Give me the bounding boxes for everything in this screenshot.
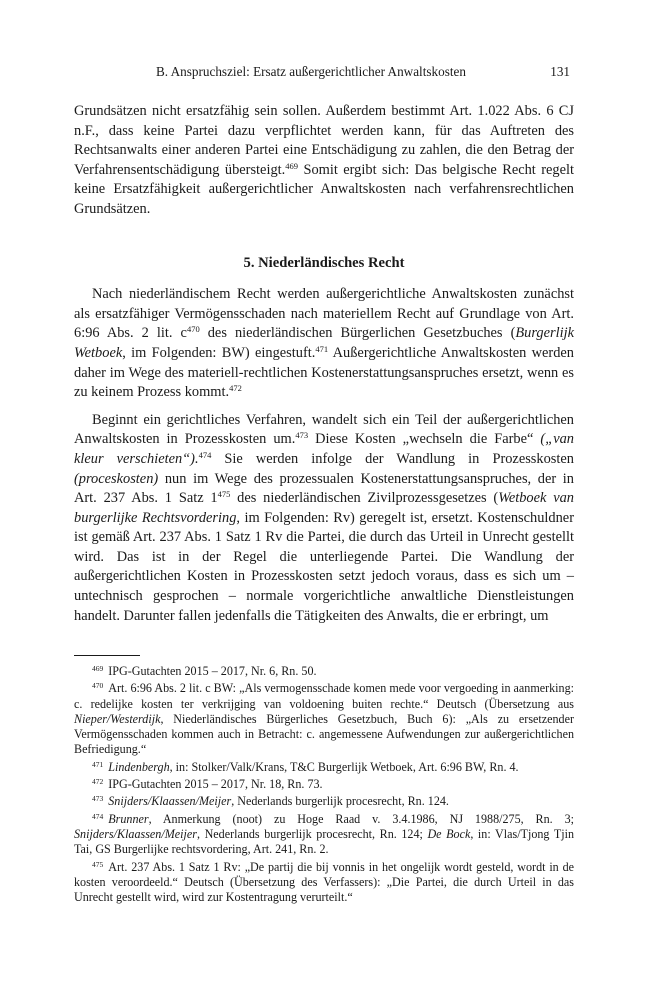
italic-text: Lindenbergh bbox=[108, 759, 170, 774]
footnote-ref: 474 bbox=[198, 449, 212, 460]
footnote-number: 471 bbox=[92, 759, 104, 769]
main-text bbox=[74, 102, 574, 626]
footnote bbox=[74, 812, 574, 858]
footnote bbox=[74, 860, 574, 906]
text-run: Diese Kosten „wechseln die Farbe“ bbox=[308, 431, 541, 448]
text-run: Beginnt ein gerichtliches Verfahren, wandelt sich ein Teil der außergerichtlichen Anwaltskosten in Prozesskosten um. bbox=[74, 411, 574, 448]
text-run: , Nederlands burgerlijk procesrecht, Rn. 124; bbox=[196, 826, 428, 841]
italic-text: Brunner bbox=[108, 811, 149, 826]
text-run: , Nederlands burgerlijk procesrecht, Rn. 124. bbox=[231, 794, 449, 809]
paragraph bbox=[74, 411, 574, 627]
text-run: IPG-Gutachten 2015 – 2017, Nr. 18, Rn. 73. bbox=[108, 777, 323, 792]
footnote-number: 475 bbox=[92, 859, 104, 869]
paragraph bbox=[74, 285, 574, 403]
text-run: , in: Vlas/Tjong Tjin Tai, GS Burgerlijke rechtsvordering, Art. 241, Rn. 2. bbox=[74, 826, 574, 857]
footnote-ref: 470 bbox=[186, 324, 200, 335]
footnote-number: 473 bbox=[92, 794, 104, 804]
footnote-ref: 471 bbox=[315, 343, 329, 354]
footnote-ref: 473 bbox=[295, 430, 309, 441]
text-run: , Niederländisches Bürgerliches Gesetzbuch, Buch 6): „Als zu ersetzender Vermögensschaden kommen auch in Betracht: c. angemessene Aufwendungen zur außergerichtlichen Befriedigung.“ bbox=[74, 711, 574, 757]
footnote-ref: 472 bbox=[229, 383, 242, 394]
section-heading: 5. Niederländisches Recht bbox=[243, 254, 405, 271]
text-run: Nach niederländischem Recht werden außergerichtliche Anwaltskosten zunächst als ersatzfähiger Vermögensschaden nach materiellem Recht auf Grundlage von Art. 6:96 Abs. 2 lit. c bbox=[74, 286, 574, 342]
text-run: , im Folgenden: Rv) geregelt ist, ersetzt. Kostenschuldner ist gemäß Art. 237 Abs. 1 Satz 1 Rv die Partei, die durch das Urteil in Unrecht gestellt wird. Das ist in der Regel die unterliegende Partei. Die Wandlung der außergerichtlichen Kosten in Prozesskosten setzt jedoch voraus, dass es sich um – untechnisch gesprochen – normale vorgerichtliche anwaltliche Dienstleistungen handelt. Darunter fallen jedenfalls die Tätigkeiten des Anwalts, die er erbringt, um bbox=[74, 509, 574, 624]
footnote bbox=[74, 681, 574, 757]
footnote bbox=[74, 794, 574, 809]
italic-text: Snijders/Klaassen/Meijer bbox=[108, 794, 232, 809]
text-run: Außergerichtliche Anwaltskosten werden daher im Wege des materiell-rechtlichen Kostenerstattungsanspruches ersetzt, wenn es zu keinem Prozess kommt. bbox=[74, 344, 575, 401]
text-run: des niederländischen Bürgerlichen Gesetzbuches ( bbox=[199, 325, 516, 342]
footnote-number: 470 bbox=[92, 681, 104, 691]
text-run: IPG-Gutachten 2015 – 2017, Nr. 6, Rn. 50. bbox=[108, 664, 317, 678]
footnote-ref: 469 bbox=[285, 160, 298, 171]
footnote-number: 474 bbox=[92, 811, 104, 821]
text-run: Art. 6:96 Abs. 2 lit. c BW: „Als vermogensschade komen mede voor vergoeding in aanmerking: c. redelijke kosten ter verkrijging van voldoening buiten rechte.“ Deutsch (Übersetzung aus bbox=[74, 681, 574, 711]
footnote bbox=[74, 777, 574, 792]
footnote-number: 472 bbox=[92, 777, 104, 787]
italic-text: Wetboek van burgerlijke Rechtsvordering bbox=[74, 490, 574, 526]
footnote-separator bbox=[74, 655, 140, 656]
text-run: , im Folgenden: BW) eingestuft. bbox=[122, 344, 316, 361]
footnote-number: 469 bbox=[92, 664, 104, 673]
text-run: des niederländischen Zivilprozessgesetzes ( bbox=[230, 490, 499, 507]
page-number: 131 bbox=[550, 64, 570, 79]
text-run: Somit ergibt sich: Das belgische Recht regelt keine Ersatzfähigkeit außergerichtlicher Anwaltskosten nach verfahrensrechtlichen Grundsätzen. bbox=[74, 161, 574, 217]
paragraph bbox=[74, 102, 574, 220]
footnotes bbox=[74, 664, 574, 907]
text-run: , in: Stolker/Valk/Krans, T&C Burgerlijk Wetboek, Art. 6:96 BW, Rn. 4. bbox=[169, 759, 519, 774]
text-run: Art. 237 Abs. 1 Satz 1 Rv: „De partij die bij vonnis in het ongelijk wordt gesteld, wordt in de kosten veroordeeld.“ Deutsch (Übersetzung des Verfassers): „Die Partei, die durch Urteil in das Unrecht gestellt wird, wird zur Kostentragung verurteilt.“ bbox=[74, 859, 574, 905]
footnote-ref: 475 bbox=[217, 489, 231, 500]
italic-text: Snijders/Klaassen/Meijer bbox=[74, 826, 197, 841]
italic-text: De Bock bbox=[427, 826, 471, 841]
italic-text: (proceskosten) bbox=[74, 470, 159, 487]
italic-text: („van kleur verschieten“). bbox=[74, 431, 574, 467]
footnote bbox=[74, 760, 574, 775]
running-title: B. Anspruchsziel: Ersatz außergerichtlicher Anwaltskosten bbox=[156, 64, 466, 79]
footnote bbox=[74, 664, 574, 679]
italic-text: Burgerlijk Wetboek bbox=[74, 325, 574, 361]
running-header bbox=[74, 64, 574, 82]
text-run: , Anmerkung (noot) zu Hoge Raad v. 3.4.1986, NJ 1988/275, Rn. 3; bbox=[148, 811, 574, 826]
text-run: Sie werden infolge der Wandlung in Prozesskosten bbox=[211, 450, 574, 467]
text-run: Grundsätzen nicht ersatzfähig sein sollen. Außerdem bestimmt Art. 1.022 Abs. 6 CJ n.F., dass keine Partei dazu verpflichtet werden kann, für das Auftreten des Rechtsanwalts einer anderen Partei eine Entschädigung zu zahlen, die den Betrag der Verfahrensentschädigung übersteigt. bbox=[74, 103, 574, 178]
italic-text: Nieper/Westerdijk bbox=[74, 711, 161, 726]
text-run: nun im Wege des prozessualen Kostenerstattungsanspruches, der in Art. 237 Abs. 1 Satz 1 bbox=[74, 470, 574, 507]
